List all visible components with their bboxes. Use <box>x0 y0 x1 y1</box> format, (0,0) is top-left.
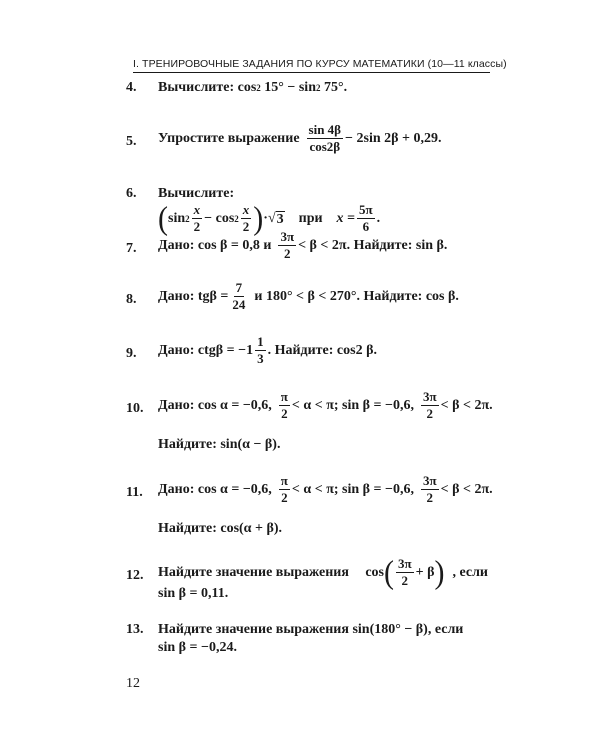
problem-number: 9. <box>126 346 137 361</box>
problem-number: 11. <box>126 485 143 500</box>
problem-text: Вычислите: <box>158 186 235 201</box>
problem-number: 7. <box>126 241 137 256</box>
problem-text: Дано: tgβ = $\frac{7}{24}$ и 180° < β < 270°. Найдите: cos β. <box>158 280 459 312</box>
problem-number: 8. <box>126 292 137 307</box>
problem-condition: sin β = 0,11. <box>158 586 229 601</box>
problem-condition: sin β = −0,24. <box>158 640 237 655</box>
problem-text: Дано: cos α = −0,6, $\frac{\pi}{2}$ < α < π; sin β = −0,6, $\frac{3\pi}{2}$ < β < 2π. <box>158 473 493 505</box>
problem-question: Найдите: sin(α − β). <box>158 437 281 452</box>
fraction: $\frac{\sin 4\beta}{\cos 2\beta}$ <box>308 122 342 154</box>
problem-text: Дано: cos β = 0,8 и $\frac{3\pi}{2}$ < β < 2π. Найдите: sin β. <box>158 229 448 261</box>
problem-number: 4. <box>126 80 137 95</box>
sqrt-symbol: √ 3 <box>267 210 284 227</box>
problem-number: 5. <box>126 134 137 149</box>
problem-number: 6. <box>126 186 137 201</box>
problem-expression: ( sin 2 $\frac{x}{2}$ − cos 2 $\frac{x}{2}$ ) · √ 3 при x = $\frac{5\pi}{6}$ . <box>158 199 381 237</box>
running-header: I. ТРЕНИРОВОЧНЫЕ ЗАДАНИЯ ПО КУРСУ МАТЕМАТИКИ (10—11 классы) <box>133 58 490 73</box>
problem-number: 13. <box>126 622 144 637</box>
problem-text: Найдите значение выражения sin(180° − β), если <box>158 622 464 637</box>
problem-question: Найдите: cos(α + β). <box>158 521 283 536</box>
problem-number: 12. <box>126 568 144 583</box>
problem-text: Найдите значение выражения cos ( $\frac{3\pi}{2}$ + β ) , если <box>158 553 488 591</box>
problem-text: Вычислите: cos 2 15° − sin 2 75°. <box>158 80 348 95</box>
problem-text: Дано: ctgβ = −1 $\frac{1}{3}$ . Найдите: cos2 β. <box>158 334 377 366</box>
problem-text: Дано: cos α = −0,6, $\frac{\pi}{2}$ < α < π; sin β = −0,6, $\frac{3\pi}{2}$ < β < 2π. <box>158 389 493 421</box>
problem-text: Упростите выражение $\frac{\sin 4\beta}{\cos 2\beta}$ − 2sin 2β + 0,29. <box>158 122 442 154</box>
problem-number: 10. <box>126 401 144 416</box>
page-number: 12 <box>126 676 140 691</box>
